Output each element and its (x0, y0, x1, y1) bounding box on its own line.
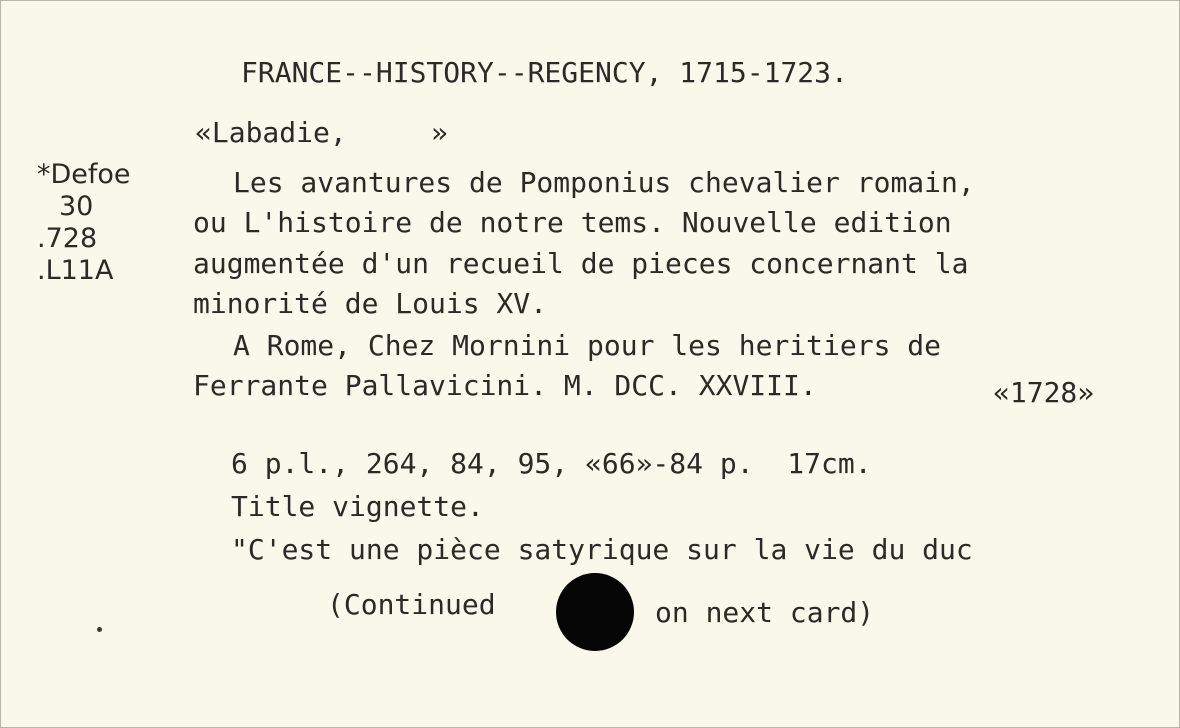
note-line: "C'est une pièce satyrique sur la vie du duc (231, 533, 973, 566)
imprint-line: Ferrante Pallavicini. M. DCC. XXVIII. (193, 369, 817, 402)
title-line: Les avantures de Pomponius chevalier romain, (233, 166, 975, 199)
continued-label: (Continued (327, 588, 496, 621)
title-line: minorité de Louis XV. (193, 287, 548, 320)
call-number-line: .L11A (37, 255, 114, 286)
punch-hole (556, 573, 634, 651)
ink-speck (97, 627, 102, 632)
call-number (37, 159, 177, 287)
subject-heading: FRANCE--HISTORY--REGENCY, 1715-1723. (241, 56, 848, 89)
imprint-date: «1728» (993, 376, 1095, 409)
call-number-line: *Defoe (37, 159, 131, 190)
collation: 6 p.l., 264, 84, 95, «66»-84 p. 17cm. (231, 447, 872, 480)
note-line: Title vignette. (231, 490, 484, 523)
title-line: ou L'histoire de notre tems. Nouvelle edition (193, 206, 952, 239)
author-entry: «Labadie, » (195, 116, 448, 149)
continued-label: on next card) (655, 596, 875, 629)
imprint-line: A Rome, Chez Mornini pour les heritiers de (233, 329, 942, 362)
title-line: augmentée d'un recueil de pieces concernant la (193, 247, 969, 280)
call-number-line: 30 (59, 191, 94, 222)
call-number-line: .728 (37, 223, 98, 254)
